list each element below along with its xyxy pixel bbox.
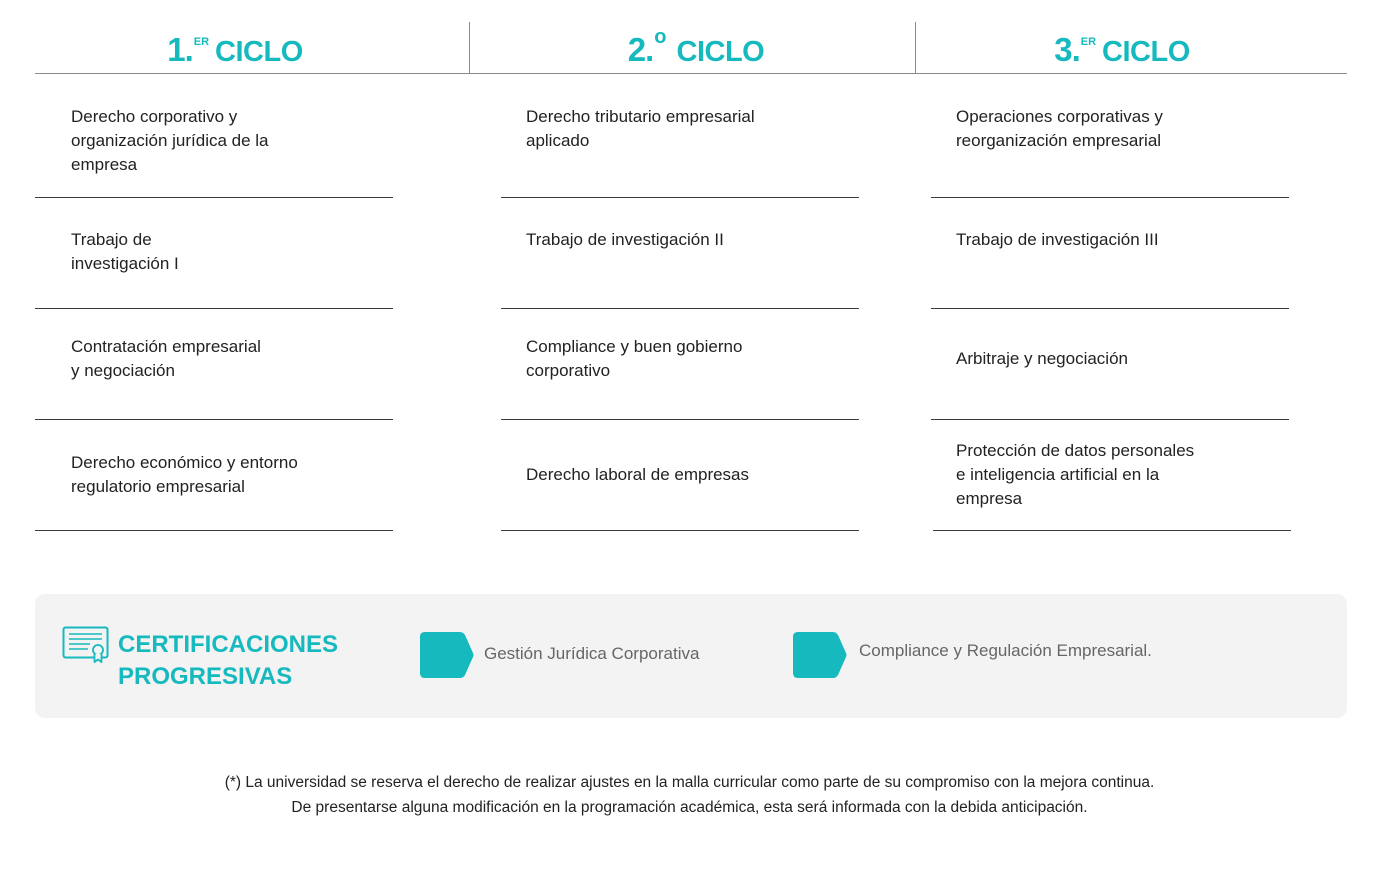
certification-tag-icon (793, 632, 847, 678)
cycle-1-title (35, 30, 435, 70)
course-name: Derecho tributario empresarial aplicado (526, 107, 755, 150)
cycle-3-title (922, 30, 1322, 70)
course-item (933, 420, 1291, 531)
course-name: Arbitraje y negociación (956, 349, 1128, 368)
course-item (35, 198, 393, 309)
course-item (35, 93, 393, 198)
course-name: Derecho laboral de empresas (526, 465, 750, 484)
course-name: Protección de datos personales e inteligencia artificial en la empresa (956, 441, 1195, 508)
course-name: Derecho corporativo y organización jurídica de la empresa (71, 107, 269, 174)
certification-item: Gestión Jurídica Corporativa (484, 644, 700, 663)
cycle-superscript: ER (1080, 36, 1097, 48)
certificate-icon (62, 626, 110, 664)
cycle-superscript: o (654, 26, 667, 48)
cycle-number: 1. (167, 31, 193, 68)
course-item (501, 309, 859, 420)
course-name: Contratación empresarial y negociación (71, 337, 261, 380)
course-item (931, 198, 1289, 309)
course-item (35, 309, 393, 420)
header-separator (915, 22, 916, 73)
course-name: Trabajo de investigación I (71, 230, 179, 273)
course-item (501, 93, 859, 198)
certification-tag-icon (420, 632, 474, 678)
course-name: Trabajo de investigación III (956, 230, 1159, 249)
header-separator (469, 22, 470, 73)
course-item (931, 93, 1289, 198)
course-name: Operaciones corporativas y reorganización empresarial (956, 107, 1163, 150)
course-item (35, 420, 393, 531)
footnote-line: De presentarse alguna modificación en la programación académica, esta será informada con la debida anticipación. (291, 799, 1088, 816)
cycle-word: CICLO (1102, 36, 1190, 68)
certifications-title: CERTIFICACIONES PROGRESIVAS (118, 631, 339, 690)
cycle-2-title (496, 26, 896, 70)
course-name: Trabajo de investigación II (526, 230, 724, 249)
course-item (931, 309, 1289, 420)
course-item (501, 420, 859, 531)
cycle-superscript: ER (193, 36, 210, 48)
course-name: Derecho económico y entorno regulatorio empresarial (71, 453, 298, 496)
cycle-word: CICLO (215, 36, 303, 68)
footnote-line: (*) La universidad se reserva el derecho de realizar ajustes en la malla curricular como parte de su compromiso con la mejora continua. (224, 774, 1155, 791)
cycle-word: CICLO (676, 36, 765, 68)
course-name: Compliance y buen gobierno corporativo (526, 337, 743, 380)
certification-item: Compliance y Regulación Empresarial. (859, 641, 1152, 660)
cycle-number: 2. (627, 31, 654, 68)
course-item (501, 198, 859, 309)
cycle-number: 3. (1054, 31, 1080, 68)
